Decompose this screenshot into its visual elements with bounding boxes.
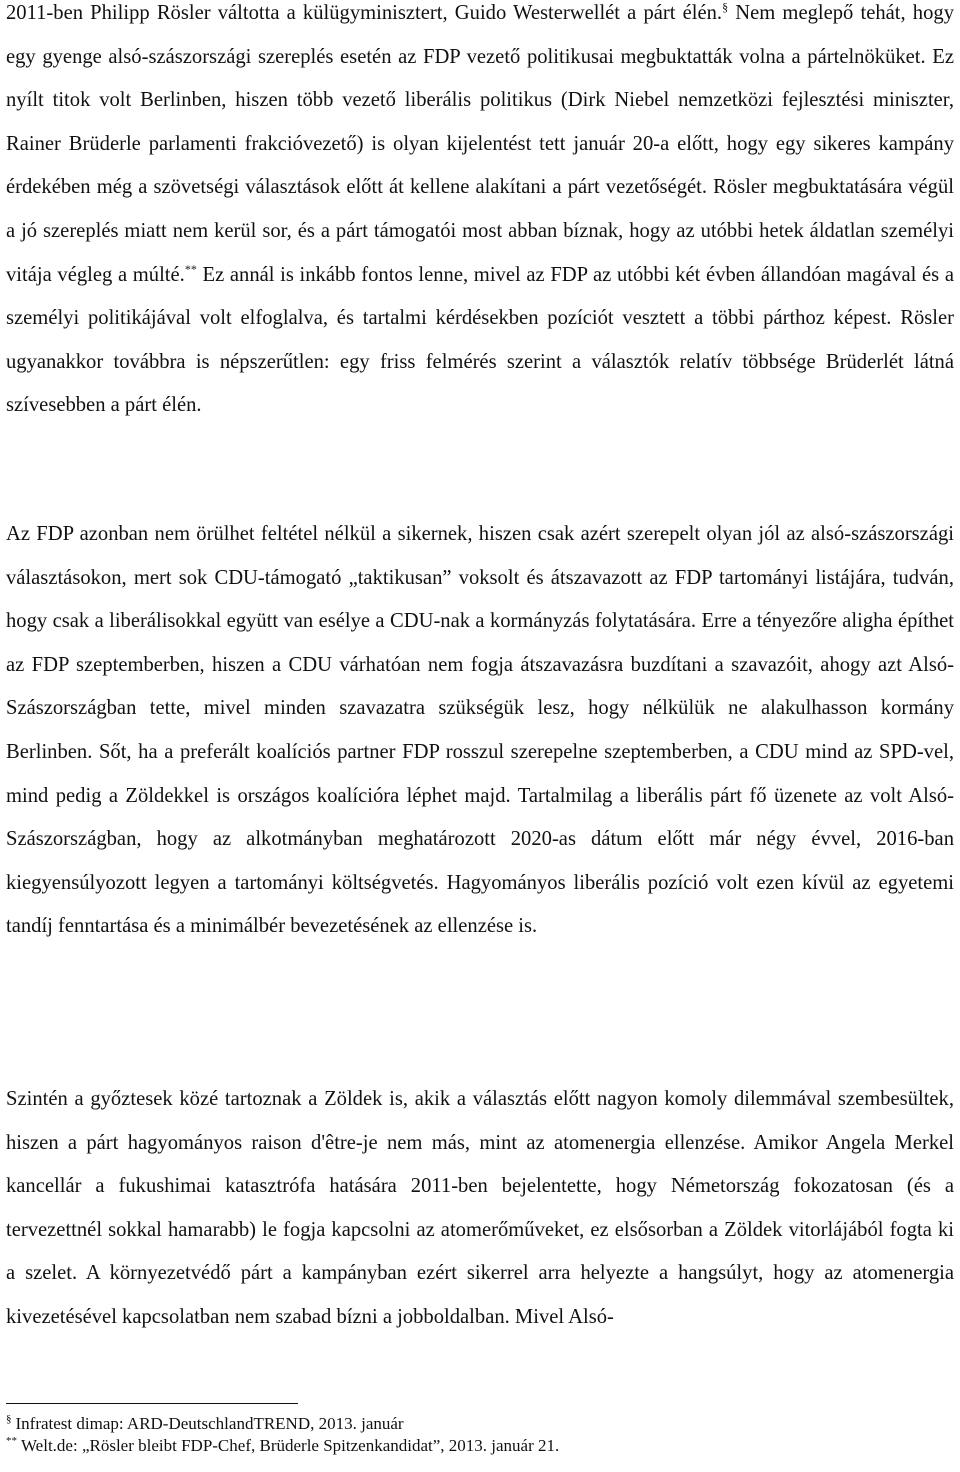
paragraph-greens: Szintén a győztesek közé tartoznak a Zöldek is, akik a választás előtt nagyon komoly dilemmával szembesültek, hiszen a párt hagyományos raison d'être-je nem más, mint az atomenergia ellenzése. Amikor Angela Merkel kancellár a fukushimai katasztrófa hatására 2011-ben bejelentette, hogy Németország fokozatosan (és a tervezettnél sokkal hamarabb) le fogja kapcsolni az atomerőműveket, ez elsősorban a Zöldek vitorlájából fogta ki a szelet. A környezetvédő párt a kampányban ezért sikerrel arra helyezte a hangsúlyt, hogy az atomenergia kivezetésével kapcsolatban nem szabad bízni a jobboldalban. Mivel Alsó- <box>6 1088 954 1328</box>
footnote-2-text: Welt.de: „Rösler bleibt FDP-Chef, Brüderle Spitzenkandidat”, 2013. január 21. <box>21 1436 560 1455</box>
paragraph-fdp-leadership <box>0 0 960 428</box>
footnote-separator <box>6 1403 298 1404</box>
footnote-1 <box>6 1413 954 1435</box>
footnote-2 <box>6 1435 954 1457</box>
footnote-1-text: Infratest dimap: ARD-DeutschlandTREND, 2013. január <box>15 1414 404 1433</box>
footnote-ref-section[interactable]: § <box>722 0 729 15</box>
footnotes <box>6 1413 954 1457</box>
footnote-ref-double-asterisk[interactable]: ** <box>184 261 197 276</box>
paragraph-fdp-success: Az FDP azonban nem örülhet feltétel nélkül a sikernek, hiszen csak azért szerepelt olyan jól az alsó-szászországi választásokon, mert sok CDU-támogató „taktikusan” voksolt és átszavazott az FDP tartományi listájára, tudván, hogy csak a liberálisokkal együtt van esélye a CDU-nak a kormányzás folytatására. Erre a tényezőre aligha építhet az FDP szeptemberben, hiszen a CDU várhatóan nem fogja átszavazásra buzdítani a szavazóit, ahogy azt Alsó-Szászországban tette, mivel minden szavazatra szükségük lesz, hogy nélkülük ne alakulhasson kormány Berlinben. Sőt, ha a preferált koalíciós partner FDP rosszul szerepelne szeptemberben, a CDU mind az SPD-vel, mind pedig a Zöldekkel is országos koalícióra léphet majd. Tartalmilag a liberális párt fő üzenete az volt Alsó-Szászországban, hogy az alkotmányban meghatározott 2020-as dátum előtt már négy évvel, 2016-ban kiegyensúlyozott legyen a tartományi költségvetés. Hagyományos liberális pozíció volt ezen kívül az egyetemi tandíj fenntartása és a minimálbér bevezetésének az ellenzése is. <box>6 523 954 938</box>
paragraph-1-text-a: 2011-ben Philipp Rösler váltotta a külügyminisztert, Guido Westerwellét a párt élén. <box>6 2 723 24</box>
footnote-2-mark: ** <box>6 1435 17 1448</box>
footnote-1-mark: § <box>6 1413 12 1426</box>
paragraph-1-text-c: Ez annál is inkább fontos lenne, mivel az FDP az utóbbi két évben állandóan magával és a személyi politikájával volt elfoglalva, és tartalmi kérdésekben pozíciót vesztett a többi párthoz képest. Rösler ugyanakkor továbbra is népszerűtlen: egy friss felmérés szerint a választók relatív többsége Brüderlét látná szívesebben a párt élén. <box>6 263 954 417</box>
paragraph-1-text-b: Nem meglepő tehát, hogy egy gyenge alsó-szászországi szereplés esetén az FDP vezető politikusai megbuktatták volna a pártelnöküket. Ez nyílt titok volt Berlinben, hiszen több vezető liberális politikus (Dirk Niebel nemzetközi fejlesztési miniszter, Rainer Brüderle parlamenti frakcióvezető) is olyan kijelentést tett január 20-a előtt, hogy egy sikeres kampány érdekében még a szövetségi választások előtt át kellene alakítani a párt vezetőségét. Rösler megbuktatására végül a jó szereplés miatt nem kerül sor, és a párt támogatói most abban bíznak, hogy az utóbbi hetek áldatlan személyi vitája végleg a múlté. <box>6 2 954 286</box>
